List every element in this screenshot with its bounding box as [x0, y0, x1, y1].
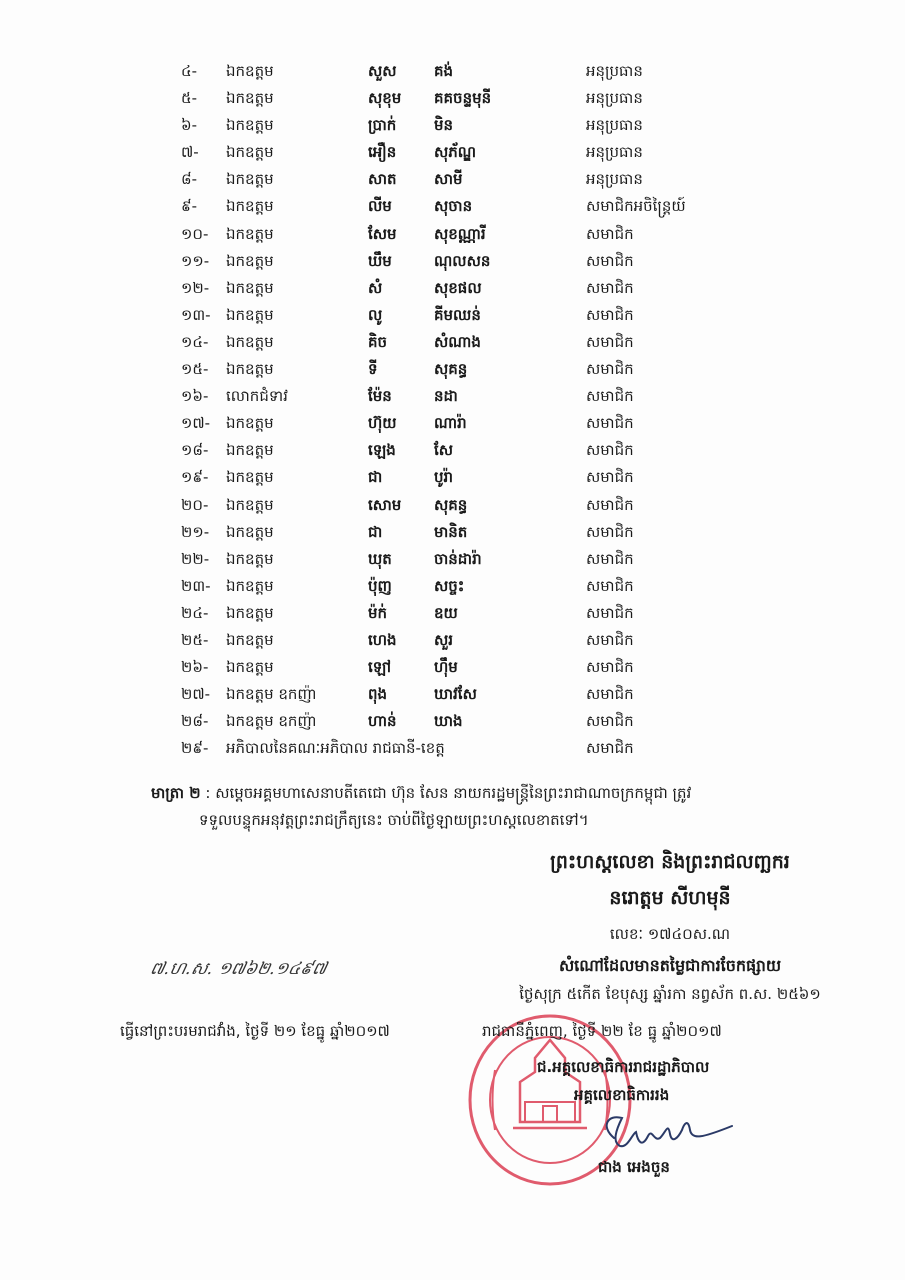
city-date: រាជធានីភ្នំពេញ, ថ្ងៃទី ២២ ខែ ធ្នូ ឆ្នាំ២០១៧	[482, 1022, 722, 1040]
member-surname: សុខុម	[368, 89, 402, 108]
palace-date: ធ្វើនៅព្រះបរមរាជវាំង, ថ្ងៃទី ២១ ខែធ្នូ ឆ្នាំ២០១៧	[120, 1022, 390, 1040]
member-role: សមាជិក	[586, 685, 634, 704]
member-surname: សោម	[368, 495, 402, 514]
member-number: ១៤-	[181, 332, 209, 351]
member-row	[0, 627, 905, 654]
member-surname: លីម	[368, 197, 392, 216]
member-number: ២៤-	[181, 603, 209, 622]
member-row	[0, 193, 905, 220]
article-text-line2: ទទួលបន្ទុកអនុវត្តព្រះរាជក្រឹត្យនេះ ចាប់ពីថ្ងៃឡាយព្រះហស្តលេខាតទៅ។	[199, 811, 589, 829]
member-row	[0, 681, 905, 708]
member-number: ៦-	[181, 116, 198, 135]
member-number: ៥-	[181, 89, 198, 108]
member-row	[0, 519, 905, 546]
member-row-last	[0, 735, 905, 762]
member-row	[0, 492, 905, 519]
member-number: ១២-	[181, 278, 210, 297]
member-surname: ប្រាក់	[368, 116, 397, 135]
member-surname: ឡេង	[368, 441, 396, 460]
member-row	[0, 139, 905, 166]
member-surname: ជា	[368, 522, 383, 541]
member-surname: ជា	[368, 468, 383, 487]
member-given-name: សុចាន	[434, 197, 473, 216]
member-row	[0, 600, 905, 627]
member-row	[0, 221, 905, 248]
member-row	[0, 410, 905, 437]
member-number: ៧-	[181, 143, 199, 162]
member-title: ឯកឧត្តម	[226, 468, 274, 487]
member-role: សមាជិក	[586, 278, 634, 297]
member-surname: ហាន់	[368, 712, 397, 731]
member-surname: ហ៊ុយ	[368, 414, 397, 433]
member-given-name: ឃាង	[434, 712, 463, 731]
handwritten-signature-icon	[592, 1108, 742, 1158]
member-title: ឯកឧត្តម	[226, 549, 274, 568]
member-row	[0, 329, 905, 356]
member-surname: ហេង	[368, 630, 397, 649]
certified-copy-label: សំណៅដែលមានតម្លៃជាការចែកផ្សាយ	[558, 956, 782, 975]
member-number: ២៨-	[181, 712, 209, 731]
member-title: ឯកឧត្តម	[226, 332, 274, 351]
member-title: ឯកឧត្តម	[226, 251, 274, 270]
member-number: ២៥-	[181, 630, 209, 649]
member-surname: ម៉ក់	[368, 603, 388, 622]
member-role: សមាជិក	[586, 549, 634, 568]
member-title: ឯកឧត្តម	[226, 305, 274, 324]
article-label: មាត្រា ២	[151, 784, 201, 802]
secretariat-role: អគ្គលេខាធិការរង	[574, 1086, 670, 1104]
member-surname: សំ	[368, 278, 383, 297]
member-role: សមាជិក	[586, 658, 634, 677]
member-surname: សែម	[368, 224, 397, 243]
member-row	[0, 58, 905, 85]
member-role: សមាជិក	[586, 224, 634, 243]
member-number: ២២-	[181, 549, 210, 568]
member-number: ២៧-	[181, 685, 211, 704]
member-role: អនុប្រធាន	[586, 89, 643, 108]
member-surname: លូ	[368, 305, 383, 324]
member-role: សមាជិក	[586, 630, 634, 649]
member-title: ឯកឧត្តម	[226, 441, 274, 460]
member-role: សមាជិក	[586, 305, 634, 324]
handwritten-reference: ៧.ហ.ស. ១៧៦២.១៤៩៧	[148, 959, 329, 979]
member-role: សមាជិក	[586, 739, 634, 757]
member-row	[0, 546, 905, 573]
member-number: ១៥-	[181, 360, 209, 379]
member-row	[0, 708, 905, 735]
member-title: អភិបាលនៃគណៈអភិបាល រាជធានី-ខេត្ត	[226, 739, 445, 757]
member-role: សមាជិក	[586, 522, 634, 541]
member-number: ១៩-	[181, 468, 209, 487]
member-surname: ទី	[368, 360, 378, 379]
member-number: ២៦-	[181, 658, 209, 677]
member-title: ឯកឧត្តម	[226, 116, 274, 135]
secretariat-title: ជ.អគ្គលេខាធិការរាជរដ្ឋាភិបាល	[537, 1058, 710, 1076]
member-title: ឯកឧត្តម ឧកញ៉ា	[226, 685, 317, 704]
member-given-name: គីមឈន់	[434, 305, 481, 324]
member-given-name: គង់	[434, 62, 454, 80]
member-number: ៩-	[181, 197, 198, 216]
member-title: ឯកឧត្តម	[226, 197, 274, 216]
member-row	[0, 112, 905, 139]
royal-signature-heading: ព្រះហស្តលេខា និងព្រះរាជលញ្ឆករ	[550, 851, 790, 873]
member-given-name: បូរ៉ា	[434, 468, 454, 487]
member-role: សមាជិក	[586, 603, 634, 622]
member-given-name: ហ៊ឹម	[434, 658, 458, 677]
member-number: ២១-	[181, 522, 210, 541]
member-given-name: សែ	[434, 441, 454, 460]
member-list	[0, 58, 905, 735]
member-title: ឯកឧត្តម	[226, 603, 274, 622]
lunar-date: ថ្ងៃសុក្រ ៥កើត ខែបុស្ស ឆ្នាំរកា នព្វស័ក ព.ស. ២៥៦១	[519, 985, 821, 1003]
member-given-name: សុគន្ធ	[434, 360, 468, 379]
member-given-name: សច្ចះ	[434, 576, 465, 595]
member-row	[0, 275, 905, 302]
member-surname: សាត	[368, 170, 397, 189]
member-surname: ប៉ុញ	[368, 576, 392, 595]
member-number: ១៨-	[181, 441, 209, 460]
member-given-name: នដា	[434, 387, 458, 406]
member-given-name: សុខផល	[434, 278, 482, 297]
member-title: ឯកឧត្តម	[226, 414, 274, 433]
member-title: លោកជំទាវ	[226, 387, 288, 406]
member-number: ១០-	[181, 224, 209, 243]
king-name: នរោត្តម សីហមុនី	[609, 887, 731, 909]
member-role: សមាជិក	[586, 387, 634, 406]
member-number: ២៩-	[181, 739, 209, 757]
member-surname: ម៉ែន	[368, 387, 392, 406]
member-given-name: មានិត	[434, 522, 468, 541]
member-role: សមាជិក	[586, 712, 634, 731]
member-surname: អឿន	[368, 143, 397, 162]
member-title: ឯកឧត្តម	[226, 495, 274, 514]
member-given-name: សុភ័ណ្ឌ	[434, 143, 477, 162]
member-number: ២៣-	[181, 576, 211, 595]
member-given-name: ណុលសន	[434, 251, 491, 270]
member-surname: ឃឹម	[368, 251, 392, 270]
member-number: ១៦-	[181, 387, 209, 406]
decree-reference: លេខៈ ១៧៤០ស.ណ	[609, 925, 731, 943]
member-role: សមាជិក	[586, 576, 634, 595]
member-title: ឯកឧត្តម	[226, 143, 274, 162]
member-row	[0, 383, 905, 410]
member-given-name: សំណាង	[434, 332, 481, 351]
member-title: ឯកឧត្តម	[226, 170, 274, 189]
member-role: សមាជិក	[586, 360, 634, 379]
member-role: សមាជិកអចិន្ត្រៃយ៍	[586, 197, 686, 216]
member-role: សមាជិក	[586, 332, 634, 351]
member-title: ឯកឧត្តម	[226, 360, 274, 379]
member-role: សមាជិក	[586, 441, 634, 460]
member-role: សមាជិក	[586, 468, 634, 487]
member-surname: ឃុត	[368, 549, 392, 568]
member-row	[0, 437, 905, 464]
member-title: ឯកឧត្តម	[226, 576, 274, 595]
member-surname: គិច	[368, 332, 388, 351]
member-row	[0, 85, 905, 112]
member-title: ឯកឧត្តម	[226, 658, 274, 677]
member-number: ១៣-	[181, 305, 211, 324]
member-title: ឯកឧត្តម	[226, 62, 274, 80]
member-number: ១៧-	[181, 414, 211, 433]
member-given-name: សួរ	[434, 630, 454, 649]
member-given-name: គគចន្ទមុនី	[434, 89, 492, 108]
member-given-name: សាមី	[434, 170, 463, 189]
member-given-name: សុខណ្ណារី	[434, 224, 486, 243]
member-title: ឯកឧត្តម	[226, 224, 274, 243]
member-number: ២០-	[181, 495, 209, 514]
member-role: សមាជិក	[586, 414, 634, 433]
member-surname: ពុង	[368, 685, 388, 704]
member-given-name: ណារ៉ា	[434, 414, 467, 433]
member-title: ឯកឧត្តម	[226, 89, 274, 108]
member-role: សមាជិក	[586, 251, 634, 270]
article-2	[151, 780, 851, 834]
member-given-name: មិន	[434, 116, 454, 135]
member-number: ៨-	[181, 170, 198, 189]
member-role: អនុប្រធាន	[586, 170, 643, 189]
member-row	[0, 302, 905, 329]
member-row	[0, 573, 905, 600]
member-number: ៤-	[181, 62, 198, 80]
member-row	[0, 654, 905, 681]
member-role: អនុប្រធាន	[586, 62, 643, 80]
member-given-name: ចាន់ដារ៉ា	[434, 549, 482, 568]
member-given-name: ឧយ	[434, 603, 458, 622]
member-title: ឯកឧត្តម	[226, 522, 274, 541]
member-title: ឯកឧត្តម ឧកញ៉ា	[226, 712, 317, 731]
member-surname: ឡៅ	[368, 658, 392, 677]
member-surname: សួស	[368, 62, 397, 80]
member-given-name: ឃាវសែ	[434, 685, 477, 704]
member-given-name: សុគន្ធ	[434, 495, 468, 514]
member-role: អនុប្រធាន	[586, 116, 643, 135]
member-title: ឯកឧត្តម	[226, 630, 274, 649]
member-title: ឯកឧត្តម	[226, 278, 274, 297]
member-number: ១១-	[181, 251, 210, 270]
member-row	[0, 356, 905, 383]
member-row	[0, 248, 905, 275]
secretary-name: ជាង អេងចួន	[598, 1158, 670, 1176]
member-role: សមាជិក	[586, 495, 634, 514]
article-text-line1: : សម្តេចអគ្គមហាសេនាបតីតេជោ ហ៊ុន សែន នាយករដ្ឋមន្ត្រីនៃព្រះរាជាណាចក្រកម្ពុជា ត្រូវ	[205, 784, 692, 802]
member-row	[0, 166, 905, 193]
member-role: អនុប្រធាន	[586, 143, 643, 162]
member-row	[0, 464, 905, 491]
